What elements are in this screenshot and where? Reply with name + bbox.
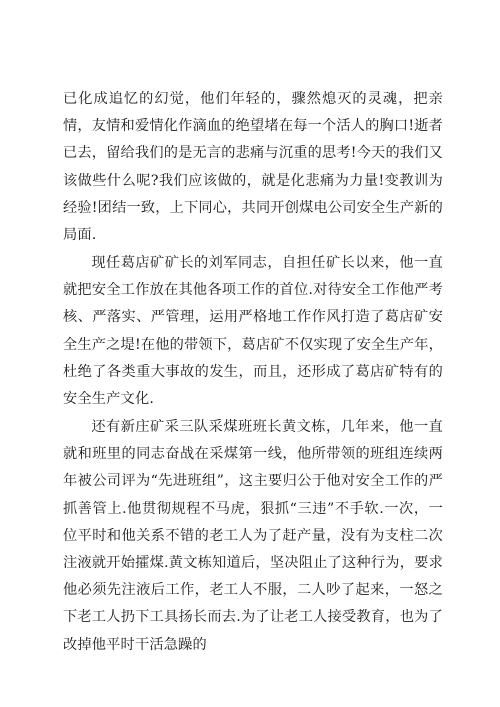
paragraph-3: 还有新庄矿采三队采煤班班长黄文栋，几年来，他一直就和班里的同志奋战在采煤第一线，他所带领的班组连续两年被公司评为“先进班组”，这主要归公于他对安全工作的严抓善管上.他贯彻规程不马虎，狠抓“三违”不手软.一次，一位平时和他关系不错的老工人为了赶产量，没有为支柱二次注液就开始攉煤.黄文栋知道后，坚决阻止了这种行为，要求他必须先注液后工作，老工人不服，二人吵了起来，一怒之下老工人扔下工具扬长而去.为了让老工人接受教育，也为了改掉他平时干活急躁的 — [63, 419, 443, 653]
paragraph-1: 已化成追忆的幻觉，他们年轻的，骤然熄灭的灵魂，把亲情，友情和爱情化作滴血的绝望堵在每一个活人的胸口!逝者已去，留给我们的是无言的悲痛与沉重的思考!今天的我们又该做些什么呢?我们应该做的，就是化悲痛为力量!变教训为经验!团结一致，上下同心，共同开创煤电公司安全生产新的局面. — [63, 91, 443, 244]
paragraph-2: 现任葛店矿矿长的刘军同志，自担任矿长以来，他一直就把安全工作放在其他各项工作的首位.对待安全工作他严考核、严落实、严管理，运用严格地工作作风打造了葛店矿安全生产之堤!在他的带领下，葛店矿不仅实现了安全生产年，杜绝了各类重大事故的发生，而且，还形成了葛店矿特有的安全生产文化. — [63, 255, 443, 408]
